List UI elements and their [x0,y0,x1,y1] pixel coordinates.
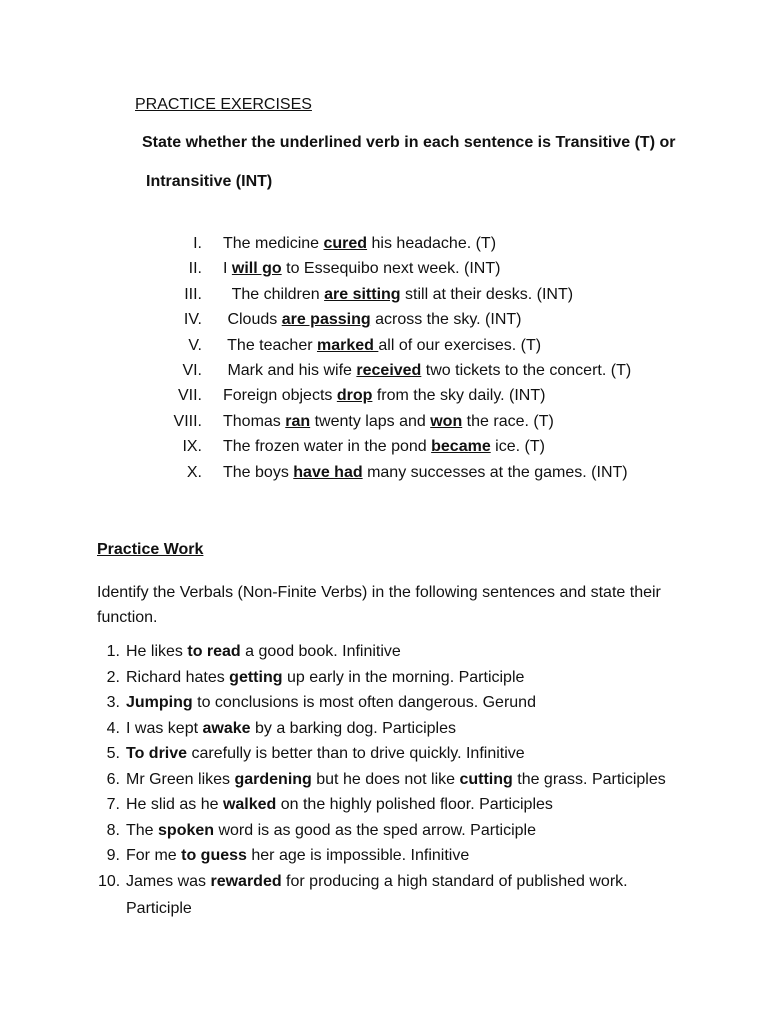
text-segment: Richard hates [126,668,230,686]
list-item-number: III. [184,285,202,303]
instruction-line-2: Intransitive (INT) [146,173,273,190]
list-item-text [126,694,536,712]
text-segment: to conclusions is most often dangerous. Gerund [192,694,536,711]
underlined-verb: ran [285,412,311,430]
text-segment: Mr Green likes [126,770,235,788]
practice-exercises-title: PRACTICE EXERCISES [135,96,312,113]
practice-work-instruction: Identify the Verbals (Non-Finite Verbs) in the following sentences and state their function. [97,584,661,626]
list-item-number: 3. [106,694,120,711]
list-item-number: 2. [106,668,120,686]
underlined-verb: will go [231,260,282,278]
bold-verbal: awake [202,719,251,737]
list-item-number: IX. [182,438,202,456]
text-segment: his headache. (T) [367,235,497,252]
list-item-number: 1. [106,643,120,660]
text-segment: He slid as he [126,796,223,813]
text-segment: still at their desks. (INT) [400,285,574,303]
list-item-text [223,286,573,304]
text-segment: James was [126,872,211,890]
list-item-text [126,873,628,891]
underlined-verb: are passing [281,311,371,329]
list-item-text [223,337,541,355]
list-item-text [223,438,545,456]
text-segment: For me [126,847,182,864]
text-segment: on the highly polished floor. Participles [276,796,553,813]
list-item-text [126,720,456,738]
underlined-verb: have had [293,463,363,481]
list-item-text [126,669,524,687]
text-segment: all of our exercises. (T) [378,336,542,354]
bold-verbal: to guess [181,847,247,864]
text-segment: many successes at the games. (INT) [362,463,628,481]
instruction-line-1: State whether the underlined verb in each sentence is Transitive (T) or [142,134,676,151]
text-segment: word is as good as the sped arrow. Participle [214,821,536,839]
bold-verbal: to read [187,643,241,660]
text-segment: The [126,821,159,839]
text-segment: Foreign objects [223,387,337,405]
practice-work-title: Practice Work [97,541,204,558]
bold-verbal: Jumping [126,694,193,711]
text-segment: up early in the morning. Participle [282,668,525,686]
text-segment: the race. (T) [462,412,554,430]
list-item-number: VIII. [173,412,202,430]
text-segment: by a barking dog. Participles [250,719,456,737]
list-item-number: I. [193,235,202,252]
list-item-text [126,745,525,763]
list-item-text [126,643,401,661]
list-item-number: IV. [183,311,202,329]
list-item-text [126,847,469,865]
list-item-number: 9. [106,847,120,864]
text-segment: twenty laps and [310,412,431,430]
text-segment: from the sky daily. (INT) [372,387,546,405]
text-segment: Thomas [223,412,286,430]
text-segment: Clouds [223,311,282,329]
bold-verbal: To drive [126,745,188,762]
list-item-text [126,771,666,789]
text-segment: the grass. Participles [512,770,666,788]
text-segment: her age is impossible. Infinitive [246,847,470,864]
underlined-verb: drop [336,387,373,405]
text-segment: for producing a high standard of published work. [281,872,628,890]
list-item-continuation: Participle [126,899,192,917]
text-segment: The frozen water in the pond [223,438,432,456]
underlined-verb: cured [323,235,368,252]
list-item-text [223,362,631,380]
text-segment: but he does not like [311,770,460,788]
text-segment: The medicine [223,235,324,252]
list-item-text [223,311,521,329]
text-segment: The children [223,285,325,303]
list-item-number: II. [188,260,202,278]
bold-verbal: gardening [234,770,312,788]
list-item-number: X. [186,463,202,481]
list-item-text [223,260,500,278]
text-segment: Mark and his wife [223,362,357,379]
underlined-verb: received [356,362,422,379]
text-segment: The boys [223,463,294,481]
bold-verbal: getting [229,668,283,686]
text-segment: to Essequibo next week. (INT) [281,260,501,278]
list-item-text [126,796,553,814]
text-segment: a good book. Infinitive [240,643,401,660]
list-item-number: 7. [106,796,120,813]
list-item-number: 5. [106,745,120,762]
text-segment: I [223,260,232,278]
list-item-number: 6. [106,770,120,788]
list-item-number: 4. [106,719,120,737]
bold-verbal: spoken [158,821,215,839]
list-item-number: 8. [106,821,120,839]
list-item-text [223,235,496,253]
text-segment: He likes [126,643,188,660]
list-item-number: 10. [98,872,121,890]
underlined-verb: won [430,412,463,430]
text-segment: two tickets to the concert. (T) [421,362,632,379]
list-item-number: V. [188,336,202,354]
text-segment: ice. (T) [490,438,545,456]
text-segment: across the sky. (INT) [370,311,522,329]
underlined-verb: became [431,438,491,456]
list-item-number: VII. [177,387,202,405]
text-segment: carefully is better than to drive quickly. Infinitive [187,745,525,762]
list-item-text [223,464,628,482]
list-item-text [223,387,545,405]
underlined-verb: marked [316,336,379,354]
bold-verbal: walked [222,796,277,813]
underlined-verb: are sitting [324,285,401,303]
bold-verbal: cutting [459,770,513,788]
list-item-text [223,413,554,431]
list-item-number: VI. [182,362,202,379]
text-segment: The teacher [223,336,317,354]
bold-verbal: rewarded [210,872,282,890]
text-segment: I was kept [126,719,203,737]
list-item-text [126,822,536,840]
